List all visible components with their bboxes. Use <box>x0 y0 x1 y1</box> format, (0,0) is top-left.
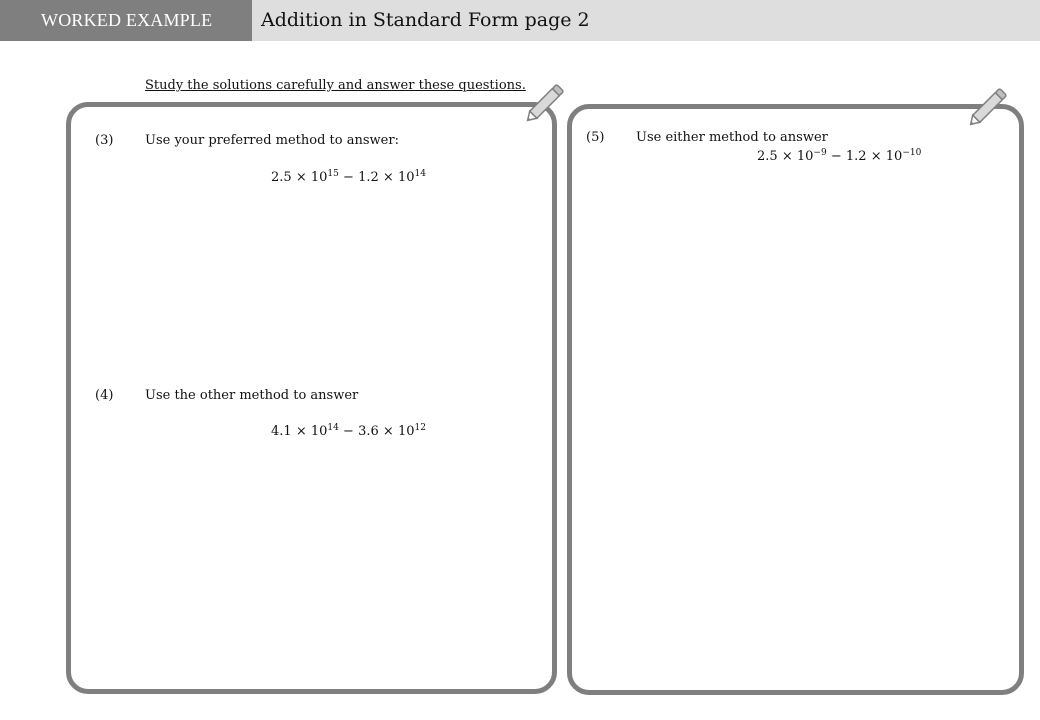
question-4-number: (4) <box>95 388 114 403</box>
pencil-icon <box>961 78 1017 134</box>
question-4-expression: $4.1 \times 10^{14} - 3.6 \times 10^{12}$ <box>271 423 426 439</box>
header-bar <box>0 0 1040 41</box>
instruction-text: Study the solutions carefully and answer these questions. <box>145 78 526 93</box>
page-title: Addition in Standard Form page 2 <box>261 9 590 31</box>
answer-panel-right <box>567 104 1024 695</box>
question-5-expression: $2.5 \times 10^{-9} - 1.2 \times 10^{-10}$ <box>757 148 922 164</box>
question-3-number: (3) <box>95 133 114 148</box>
question-3-text: Use your preferred method to answer: <box>145 133 399 148</box>
answer-panel-left <box>66 102 557 694</box>
pencil-icon <box>518 74 574 130</box>
question-5-number: (5) <box>586 130 605 145</box>
question-4-text: Use the other method to answer <box>145 388 359 403</box>
question-3-expression: $2.5 \times 10^{15} - 1.2 \times 10^{14}$ <box>271 169 426 185</box>
question-5-text: Use either method to answer <box>636 130 828 145</box>
worked-example-tag: WORKED EXAMPLE <box>0 0 252 41</box>
